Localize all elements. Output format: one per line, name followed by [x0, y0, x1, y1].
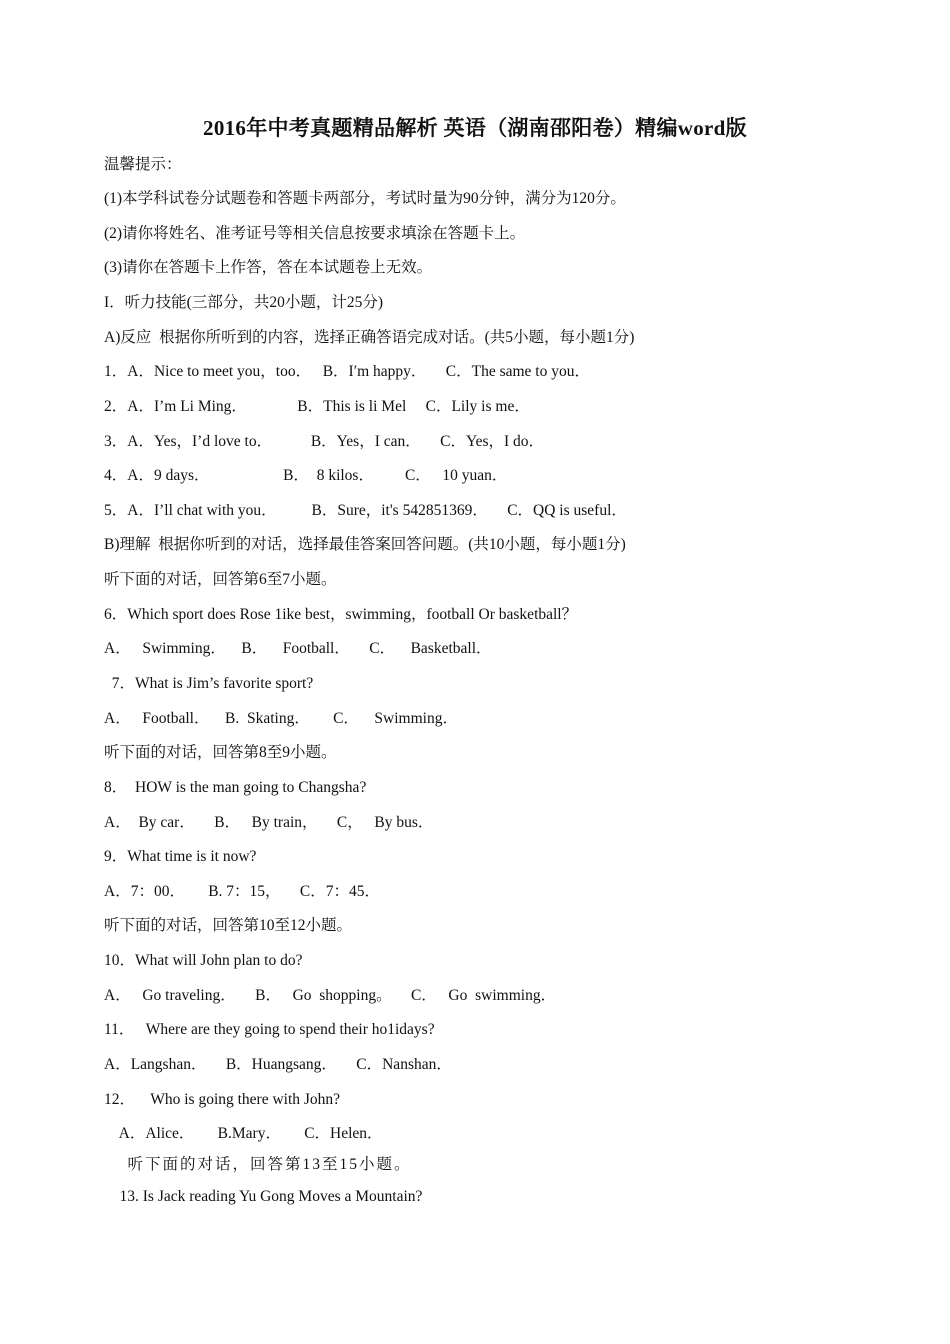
section-heading: I．听力技能(三部分，共20小题，计25分) [104, 294, 383, 311]
question-line: 1．A．Nice to meet you，too． B．I′m happy． C．The same to you． [104, 363, 590, 380]
text-line: A)反应 根据你所听到的内容，选择正确答语完成对话。(共5小题，每小题1分) [104, 329, 635, 346]
text-line: 听下面的对话，回答第13至15小题。 [104, 1156, 412, 1173]
text-line: (1)本学科试卷分试题卷和答题卡两部分，考试时量为90分钟，满分为120分。 [104, 190, 626, 207]
question-line: 7．What is Jim’s favorite sport? [104, 675, 314, 692]
question-line: 9．What time is it now? [104, 848, 257, 865]
answer-options: A． Go traveling． B． Go shopping。 C． Go swimming． [104, 987, 557, 1004]
question-line: 13. Is Jack reading Yu Gong Moves a Mountain? [104, 1188, 423, 1205]
question-line: 4．A．9 days． B． 8 kilos． C． 10 yuan． [104, 467, 508, 484]
answer-options: A． Football． B. Skating． C． Swimming． [104, 710, 458, 727]
text-line: 听下面的对话，回答第10至12小题。 [104, 917, 353, 934]
text-line: 听下面的对话，回答第8至9小题。 [104, 744, 337, 761]
question-line: 8． HOW is the man going to Changsha? [104, 779, 367, 796]
text-line: 温馨提示： [104, 156, 182, 173]
text-line: 听下面的对话，回答第6至7小题。 [104, 571, 337, 588]
answer-options: A． Swimming． B． Football． C． Basketball． [104, 640, 492, 657]
answer-options: A．Alice． B.Mary． C．Helen． [104, 1125, 383, 1142]
text-line: B)理解 根据你听到的对话，选择最佳答案回答问题。(共10小题，每小题1分) [104, 536, 626, 553]
question-line: 11． Where are they going to spend their ho1idays? [104, 1021, 435, 1038]
answer-options: A．7：00． B. 7：15， C．7：45． [104, 883, 380, 900]
question-line: 6．Which sport does Rose 1ike best，swimming，football Or basketball？ [104, 606, 578, 623]
document-title: 2016年中考真题精品解析 英语（湖南邵阳卷）精编word版 [203, 116, 747, 140]
question-line: 10．What will John plan to do? [104, 952, 303, 969]
question-line: 12． Who is going there with John? [104, 1091, 341, 1108]
question-line: 5．A．I’ll chat with you． B．Sure，it's 542851369． C．QQ is useful． [104, 502, 627, 519]
text-line: (3)请你在答题卡上作答，答在本试题卷上无效。 [104, 259, 433, 276]
question-line: 3．A．Yes，I’d love to． B．Yes，I can． C．Yes，I do． [104, 433, 545, 450]
question-line: 2．A．I’m Li Ming． B．This is li Mel C．Lily is me． [104, 398, 530, 415]
answer-options: A． By car． B． By train， C， By bus． [104, 814, 434, 831]
text-line: (2)请你将姓名、准考证号等相关信息按要求填涂在答题卡上。 [104, 225, 526, 242]
answer-options: A．Langshan． B．Huangsang． C．Nanshan． [104, 1056, 452, 1073]
